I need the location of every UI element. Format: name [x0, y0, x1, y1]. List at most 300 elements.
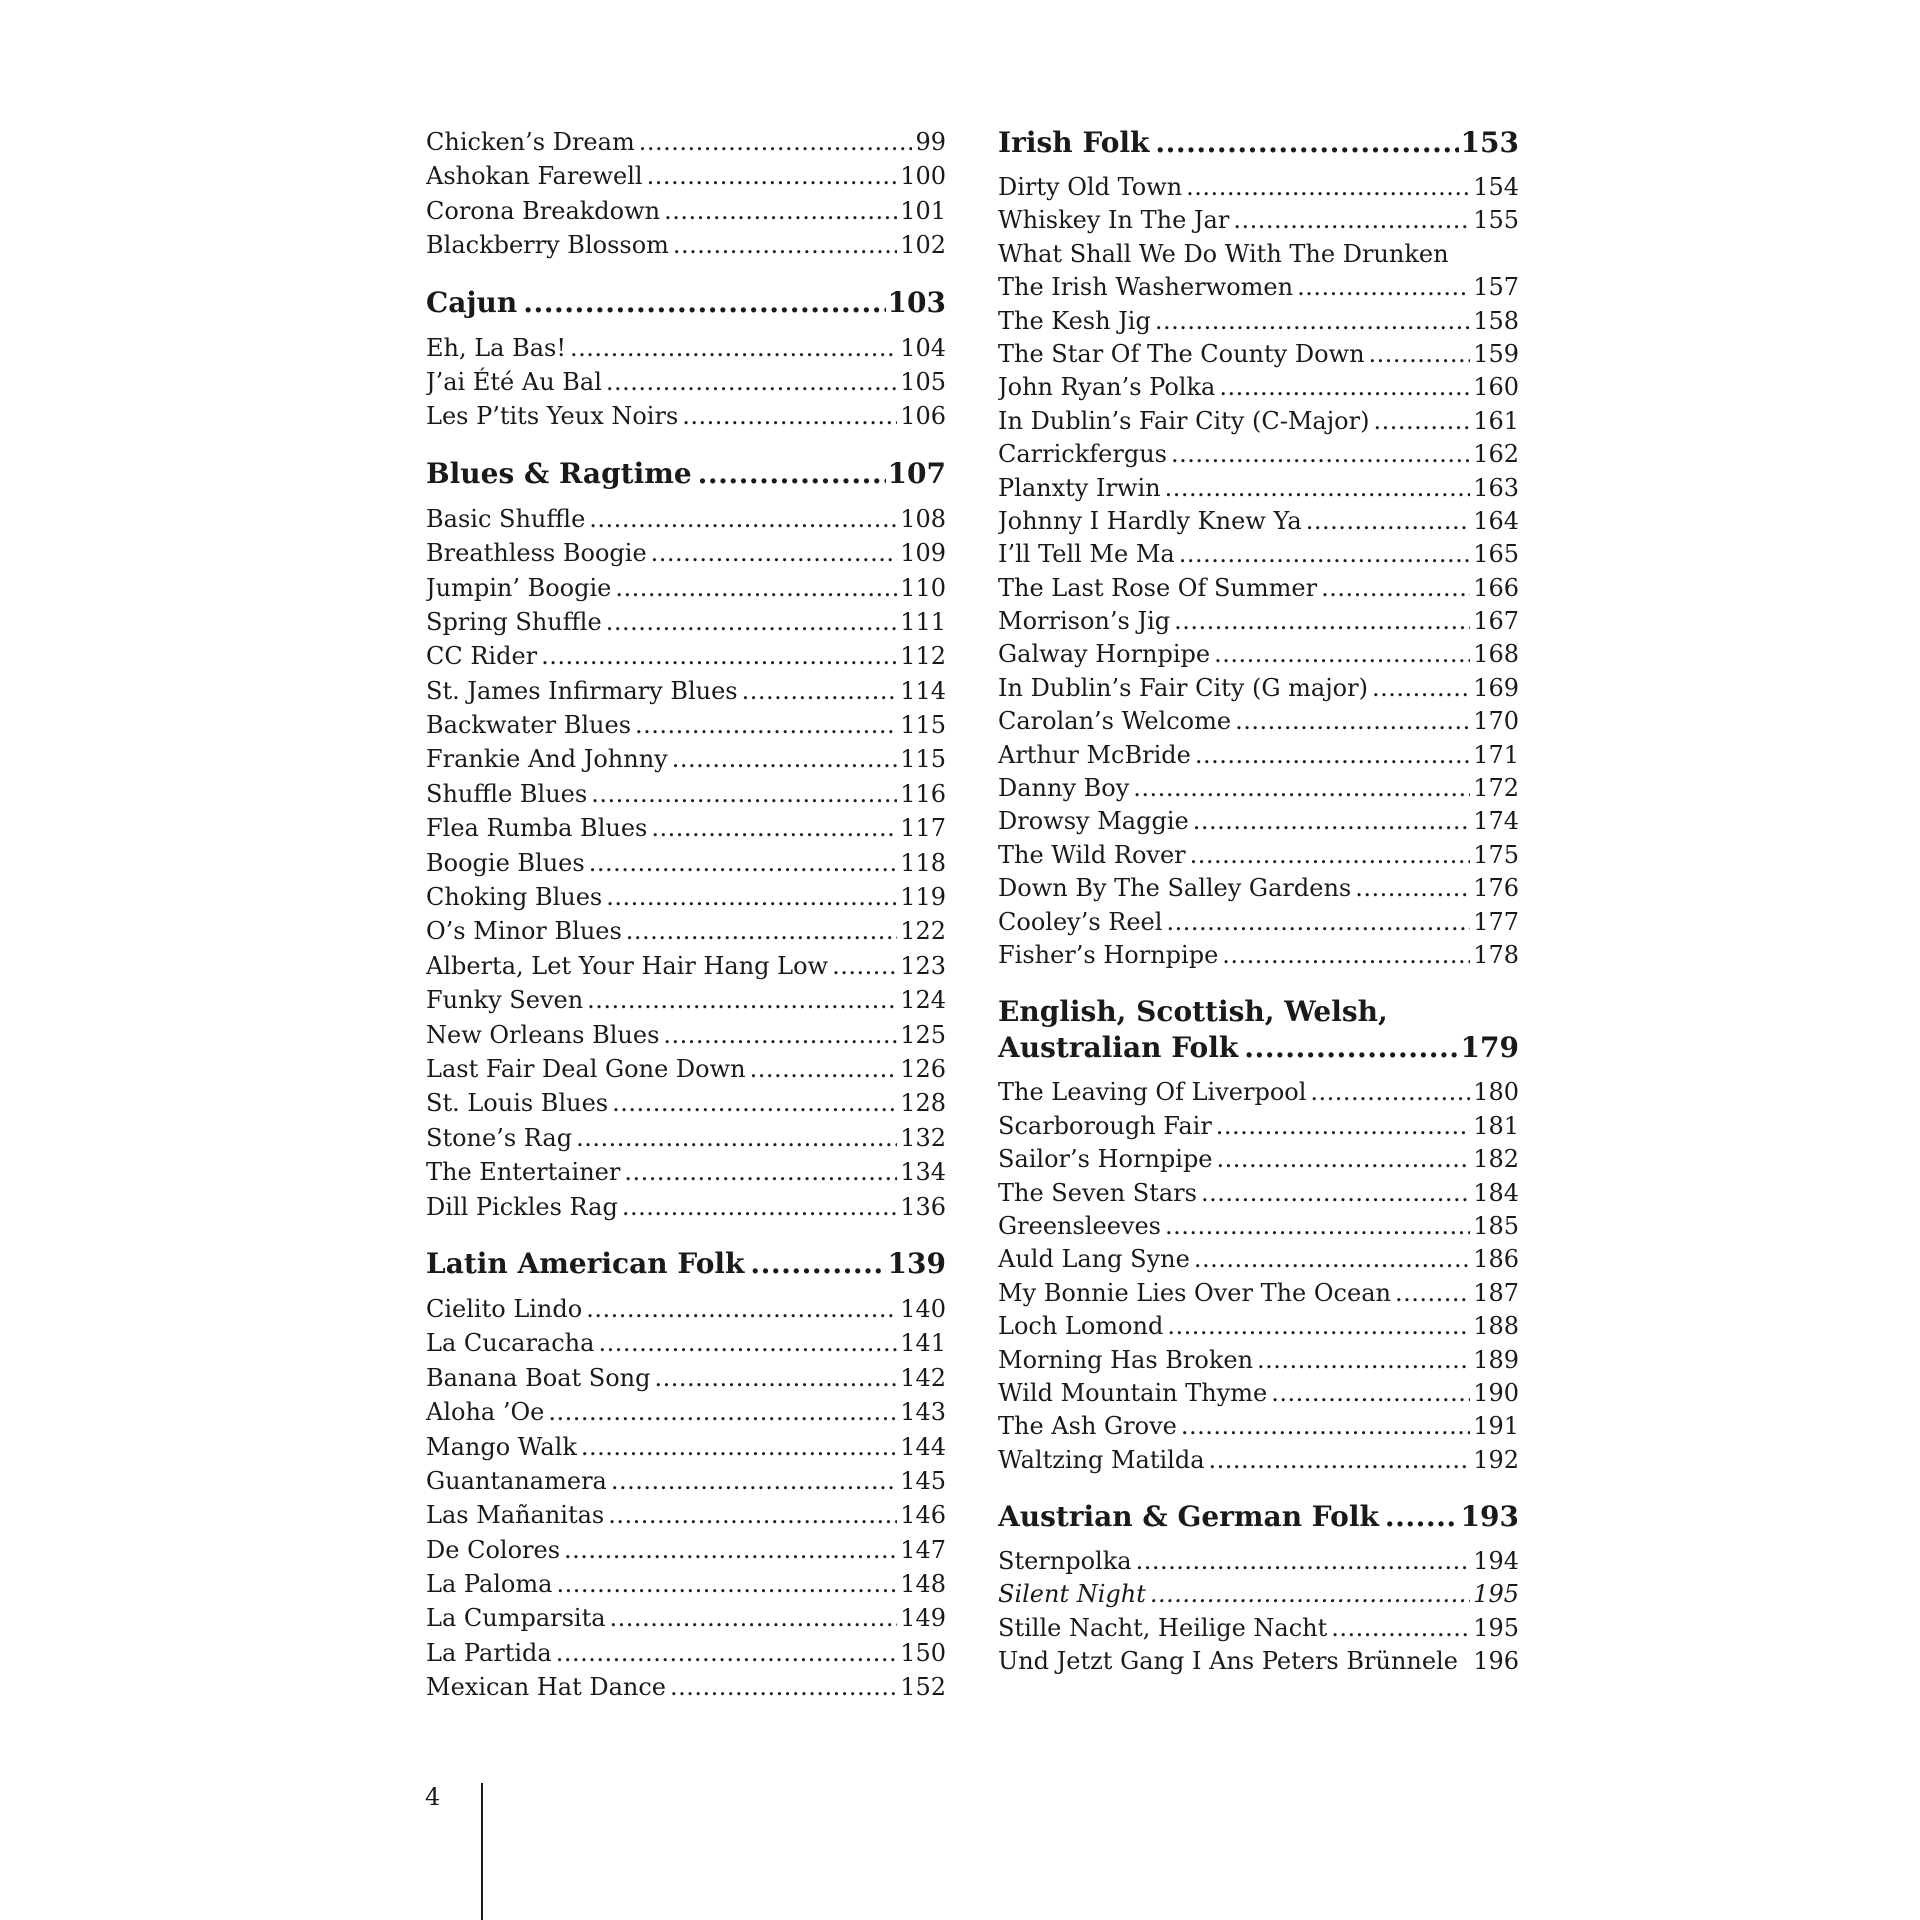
entry-page: 155 — [1473, 206, 1519, 235]
toc-entry — [998, 1612, 1519, 1645]
entry-title: New Orleans Blues — [426, 1020, 660, 1049]
entry-title: Shuffle Blues — [426, 779, 588, 808]
entry-title: Loch Lomond — [998, 1312, 1164, 1341]
entry-title: Spring Shuffle — [426, 607, 602, 636]
dot-leader — [1257, 1344, 1470, 1377]
toc-entry — [426, 159, 946, 193]
toc-entry — [426, 1292, 946, 1326]
dot-leader — [1372, 672, 1470, 705]
toc-entry — [998, 1277, 1519, 1310]
entry-page: 165 — [1473, 540, 1519, 569]
entry-page: 123 — [900, 951, 946, 980]
section-page: 193 — [1460, 1500, 1519, 1534]
toc-entry — [998, 505, 1519, 538]
entry-title: Cooley’s Reel — [998, 907, 1163, 936]
toc-entry — [998, 371, 1519, 404]
entry-page: 117 — [900, 814, 946, 843]
dot-leader — [611, 1464, 897, 1498]
toc-entry — [426, 1670, 946, 1704]
dot-leader — [1165, 472, 1471, 505]
entry-title: Dill Pickles Rag — [426, 1192, 618, 1221]
entry-title: Alberta, Let Your Hair Hang Low — [426, 951, 829, 980]
entry-title: Sailor’s Hornpipe — [998, 1145, 1213, 1174]
entry-page: 195 — [1473, 1613, 1519, 1642]
dot-leader — [1306, 505, 1470, 538]
toc-left-column — [426, 125, 946, 1705]
entry-page: 143 — [900, 1398, 946, 1427]
toc-entry — [998, 772, 1519, 805]
section-heading — [998, 1499, 1519, 1535]
dot-leader — [1155, 305, 1470, 338]
section-heading — [426, 285, 946, 321]
entry-page: 115 — [900, 711, 946, 740]
entry-page: 109 — [900, 539, 946, 568]
entry-title: Carolan’s Welcome — [998, 707, 1232, 736]
entry-title: La Paloma — [426, 1570, 553, 1599]
entry-page: 191 — [1473, 1412, 1519, 1441]
entry-page: 124 — [900, 986, 946, 1015]
entry-page: 140 — [900, 1294, 946, 1323]
dot-leader — [1310, 1076, 1470, 1109]
entry-page: 167 — [1473, 607, 1519, 636]
entry-page: 182 — [1473, 1145, 1519, 1174]
dot-leader — [651, 536, 898, 570]
toc-entry — [426, 777, 946, 811]
dot-leader — [570, 331, 897, 365]
dot-leader — [654, 1361, 897, 1395]
entry-title: The Star Of The County Down — [998, 339, 1365, 368]
toc-entry — [998, 338, 1519, 371]
toc-entry — [426, 639, 946, 673]
entry-page: 105 — [900, 367, 946, 396]
entry-title: St. James Infirmary Blues — [426, 676, 738, 705]
toc-entry — [998, 1310, 1519, 1343]
entry-title: Chicken’s Dream — [426, 128, 635, 156]
entry-page: 100 — [900, 162, 946, 191]
entry-page: 111 — [900, 607, 946, 636]
entry-title: Corona Breakdown — [426, 196, 661, 225]
dot-leader — [1167, 1310, 1470, 1343]
entry-title: The Seven Stars — [998, 1178, 1197, 1207]
entry-title: Mexican Hat Dance — [426, 1673, 666, 1702]
toc-entry — [426, 1052, 946, 1086]
entry-page: 162 — [1473, 440, 1519, 469]
dot-leader — [564, 1533, 897, 1567]
entry-page: 177 — [1473, 907, 1519, 936]
dot-leader — [663, 1018, 897, 1052]
toc-entry — [998, 638, 1519, 671]
toc-entry — [426, 1155, 946, 1189]
entry-page: 184 — [1473, 1178, 1519, 1207]
toc-entry — [998, 572, 1519, 605]
toc-entry — [426, 1430, 946, 1464]
toc-entry — [426, 502, 946, 536]
entry-title: John Ryan’s Polka — [998, 373, 1216, 402]
dot-leader — [1355, 872, 1470, 905]
toc-entry — [426, 1361, 946, 1395]
toc-entry — [998, 1177, 1519, 1210]
entry-page: 187 — [1473, 1278, 1519, 1307]
dot-leader — [589, 846, 897, 880]
dot-leader — [610, 1601, 898, 1635]
entry-page: 178 — [1473, 940, 1519, 969]
section-heading — [426, 456, 946, 492]
dot-leader — [682, 399, 897, 433]
entry-page: 160 — [1473, 373, 1519, 402]
entry-page: 104 — [900, 333, 946, 362]
entry-title: Frankie And Johnny — [426, 745, 668, 774]
dot-leader — [1321, 572, 1470, 605]
toc-entry — [998, 305, 1519, 338]
dot-leader — [615, 571, 897, 605]
section-title-line1: English, Scottish, Welsh, — [998, 995, 1388, 1029]
entry-page: 166 — [1473, 573, 1519, 602]
toc-entry — [426, 983, 946, 1017]
entry-page: 176 — [1473, 874, 1519, 903]
entry-title: My Bonnie Lies Over The Ocean — [998, 1278, 1391, 1307]
dot-leader — [635, 708, 897, 742]
entry-page: 141 — [900, 1329, 946, 1358]
entry-page: 146 — [900, 1501, 946, 1530]
entry-title: CC Rider — [426, 642, 538, 671]
entry-page: 157 — [1473, 273, 1519, 302]
entry-title: Funky Seven — [426, 986, 584, 1015]
entry-title: Boogie Blues — [426, 848, 585, 877]
entry-page: 196 — [1473, 1647, 1519, 1676]
toc-entry — [998, 238, 1519, 271]
toc-entry — [426, 399, 946, 433]
entry-page: 115 — [900, 745, 946, 774]
dot-leader — [1369, 338, 1471, 371]
toc-entry — [998, 1645, 1519, 1678]
dot-leader — [1331, 1612, 1470, 1645]
entry-title: Carrickfergus — [998, 440, 1167, 469]
entry-page: 119 — [900, 883, 946, 912]
dot-leader — [647, 159, 898, 193]
toc-entry — [426, 331, 946, 365]
dot-leader — [586, 1292, 897, 1326]
entry-title: Waltzing Matilda — [998, 1445, 1205, 1474]
section-page: 179 — [1460, 1031, 1519, 1065]
entry-title: Breathless Boogie — [426, 539, 647, 568]
section-heading — [426, 1246, 946, 1282]
entry-page: 168 — [1473, 640, 1519, 669]
entry-page: 194 — [1473, 1547, 1519, 1576]
entry-title: Danny Boy — [998, 774, 1130, 803]
entry-title: Arthur McBride — [998, 740, 1191, 769]
toc-entry — [998, 1143, 1519, 1176]
dot-leader — [581, 1430, 897, 1464]
toc-entry — [426, 1636, 946, 1670]
entry-page: 190 — [1473, 1378, 1519, 1407]
entry-page: 169 — [1473, 673, 1519, 702]
section-title: Blues & Ragtime — [426, 456, 692, 490]
entry-page: 106 — [900, 402, 946, 431]
dot-leader — [606, 605, 898, 639]
dot-leader — [1201, 1177, 1470, 1210]
dot-leader — [1209, 1444, 1471, 1477]
toc-entry — [426, 536, 946, 570]
dot-leader — [589, 502, 897, 536]
entry-title: The Wild Rover — [998, 840, 1186, 869]
dot-leader — [1216, 1110, 1470, 1143]
section-page: 153 — [1460, 126, 1519, 159]
dot-leader — [556, 1636, 897, 1670]
toc-entry — [998, 1243, 1519, 1276]
entry-page: 163 — [1473, 473, 1519, 502]
entry-page: 185 — [1473, 1211, 1519, 1240]
dot-leader — [1373, 405, 1470, 438]
entry-title: Morrison’s Jig — [998, 607, 1171, 636]
dot-leader — [1214, 638, 1470, 671]
entry-title: The Entertainer — [426, 1158, 621, 1187]
entry-title: Down By The Salley Gardens — [998, 874, 1352, 903]
dot-leader — [1181, 1410, 1470, 1443]
toc-entry — [426, 1190, 946, 1224]
toc-entry — [998, 939, 1519, 972]
entry-title: Les P’tits Yeux Noirs — [426, 402, 679, 431]
toc-entry — [998, 1545, 1519, 1578]
entry-page: 171 — [1473, 740, 1519, 769]
toc-entry — [998, 1076, 1519, 1109]
dot-leader — [591, 777, 897, 811]
entry-title: Sternpolka — [998, 1547, 1132, 1576]
dot-leader — [672, 742, 897, 776]
section-heading — [998, 125, 1519, 161]
dot-leader — [1233, 204, 1470, 237]
entry-title: Stone’s Rag — [426, 1123, 573, 1152]
dot-leader — [576, 1121, 897, 1155]
dot-leader — [624, 1155, 897, 1189]
entry-page: 148 — [900, 1570, 946, 1599]
toc-entry — [998, 1210, 1519, 1243]
dot-leader — [664, 194, 897, 228]
entry-page: 192 — [1473, 1445, 1519, 1474]
entry-page: 126 — [900, 1054, 946, 1083]
dot-leader — [742, 674, 898, 708]
dot-leader — [1271, 1377, 1470, 1410]
entry-title: Mango Walk — [426, 1432, 577, 1461]
toc-entry — [426, 1018, 946, 1052]
dot-leader — [523, 285, 885, 321]
entry-title: Jumpin’ Boogie — [426, 573, 612, 602]
dot-leader — [651, 811, 897, 845]
toc-entry — [426, 228, 946, 262]
entry-title: La Cumparsita — [426, 1604, 606, 1633]
dot-leader — [1155, 125, 1458, 161]
dot-leader — [1150, 1578, 1470, 1611]
entry-page: 108 — [900, 504, 946, 533]
toc-entry — [426, 914, 946, 948]
section-title: Austrian & German Folk — [998, 1500, 1379, 1534]
dot-leader — [622, 1190, 897, 1224]
dot-leader — [1165, 1210, 1470, 1243]
toc-entry — [426, 1533, 946, 1567]
toc-entry — [426, 880, 946, 914]
toc-entry — [998, 705, 1519, 738]
entry-title-line1: What Shall We Do With The Drunken — [998, 239, 1449, 268]
section-title: Irish Folk — [998, 126, 1150, 159]
entry-page: 125 — [900, 1020, 946, 1049]
toc-entry — [998, 1344, 1519, 1377]
dot-leader — [1385, 1499, 1459, 1535]
entry-title: Choking Blues — [426, 883, 603, 912]
entry-title: Cielito Lindo — [426, 1294, 583, 1323]
toc-entry — [998, 405, 1519, 438]
toc-entry — [998, 805, 1519, 838]
entry-title: Stille Nacht, Heilige Nacht — [998, 1613, 1328, 1642]
section-page: 107 — [887, 456, 946, 490]
entry-page: 118 — [900, 848, 946, 877]
toc-entry — [426, 708, 946, 742]
page-number: 4 — [425, 1783, 441, 1811]
entry-title: Ashokan Farewell — [426, 162, 643, 191]
dot-leader — [587, 983, 897, 1017]
entry-title: Aloha ’Oe — [426, 1398, 545, 1427]
entry-page: 99 — [915, 128, 946, 156]
margin-rule — [481, 1783, 483, 1920]
toc-entry — [426, 1086, 946, 1120]
dot-leader — [606, 365, 897, 399]
dot-leader — [1133, 772, 1470, 805]
dot-leader — [1136, 1545, 1471, 1578]
entry-page: 134 — [900, 1158, 946, 1187]
toc-entry — [998, 472, 1519, 505]
entry-title: The Leaving Of Liverpool — [998, 1078, 1307, 1107]
entry-title: Wild Mountain Thyme — [998, 1378, 1268, 1407]
toc-entry — [426, 125, 946, 159]
entry-page: 122 — [900, 917, 946, 946]
entry-title: The Irish Washerwomen — [998, 273, 1294, 302]
entry-title: Silent Night — [998, 1580, 1146, 1609]
section-heading — [998, 994, 1519, 1066]
dot-leader — [1174, 605, 1470, 638]
toc-entry — [426, 571, 946, 605]
entry-page: 174 — [1473, 807, 1519, 836]
section-page: 103 — [887, 285, 946, 319]
entry-page: 101 — [900, 196, 946, 225]
entry-page: 161 — [1473, 406, 1519, 435]
entry-page: 170 — [1473, 707, 1519, 736]
dot-leader — [1166, 906, 1470, 939]
toc-entry — [998, 672, 1519, 705]
toc-entry — [426, 1498, 946, 1532]
toc-entry — [998, 271, 1519, 304]
entry-title: La Cucaracha — [426, 1329, 595, 1358]
entry-page: 132 — [900, 1123, 946, 1152]
dot-leader — [1193, 805, 1470, 838]
entry-title: Las Mañanitas — [426, 1501, 605, 1530]
toc-entry — [426, 1464, 946, 1498]
entry-title: Dirty Old Town — [998, 173, 1183, 201]
entry-page: 116 — [900, 779, 946, 808]
section-title-line2: Australian Folk — [998, 1031, 1239, 1065]
entry-title: The Last Rose Of Summer — [998, 573, 1318, 602]
dot-leader — [1219, 371, 1470, 404]
entry-title: Banana Boat Song — [426, 1363, 651, 1392]
section-title: Latin American Folk — [426, 1246, 745, 1280]
dot-leader — [608, 1498, 897, 1532]
entry-title: Greensleeves — [998, 1211, 1161, 1240]
toc-entry — [426, 674, 946, 708]
toc-entry — [426, 1567, 946, 1601]
entry-page: 180 — [1473, 1078, 1519, 1107]
entry-title: De Colores — [426, 1535, 561, 1564]
entry-title: Scarborough Fair — [998, 1111, 1212, 1140]
entry-page: 152 — [900, 1673, 946, 1702]
toc-entry — [998, 739, 1519, 772]
dot-leader — [698, 456, 886, 492]
entry-title: Und Jetzt Gang I Ans Peters Brünnele — [998, 1647, 1458, 1676]
toc-entry — [998, 839, 1519, 872]
entry-page: 150 — [900, 1638, 946, 1667]
toc-right-column — [998, 125, 1519, 1679]
toc-entry — [998, 1377, 1519, 1410]
dot-leader — [1222, 939, 1470, 972]
entry-title: The Kesh Jig — [998, 306, 1151, 335]
entry-page: 188 — [1473, 1312, 1519, 1341]
entry-title: La Partida — [426, 1638, 552, 1667]
toc-entry — [426, 846, 946, 880]
dot-leader — [1195, 739, 1470, 772]
toc-entry — [426, 949, 946, 983]
entry-title: J’ai Été Au Bal — [426, 367, 602, 396]
dot-leader — [832, 949, 897, 983]
dot-leader — [1190, 839, 1471, 872]
entry-page: 159 — [1473, 339, 1519, 368]
dot-leader — [1179, 538, 1470, 571]
toc-entry — [998, 872, 1519, 905]
entry-title: Flea Rumba Blues — [426, 814, 648, 843]
entry-page: 164 — [1473, 506, 1519, 535]
entry-page: 195 — [1473, 1580, 1519, 1609]
entry-title: Last Fair Deal Gone Down — [426, 1054, 746, 1083]
section-page: 139 — [887, 1246, 946, 1280]
entry-title: I’ll Tell Me Ma — [998, 540, 1175, 569]
entry-page: 128 — [900, 1089, 946, 1118]
dot-leader — [1395, 1277, 1470, 1310]
dot-leader — [606, 880, 897, 914]
dot-leader — [1171, 438, 1470, 471]
entry-page: 154 — [1473, 173, 1519, 201]
entry-title: Drowsy Maggie — [998, 807, 1189, 836]
toc-entry — [426, 605, 946, 639]
entry-page: 110 — [900, 573, 946, 602]
entry-page: 112 — [900, 642, 946, 671]
entry-title: In Dublin’s Fair City (G major) — [998, 673, 1368, 702]
dot-leader — [1244, 1030, 1458, 1066]
entry-page: 186 — [1473, 1245, 1519, 1274]
toc-entry — [426, 811, 946, 845]
dot-leader — [556, 1567, 897, 1601]
entry-page: 189 — [1473, 1345, 1519, 1374]
dot-leader — [670, 1670, 897, 1704]
entry-page: 181 — [1473, 1111, 1519, 1140]
entry-title: Morning Has Broken — [998, 1345, 1254, 1374]
entry-title: Johnny I Hardly Knew Ya — [998, 506, 1302, 535]
entry-page: 114 — [900, 676, 946, 705]
dot-leader — [1217, 1143, 1471, 1176]
entry-title: The Ash Grove — [998, 1412, 1177, 1441]
dot-leader — [598, 1326, 897, 1360]
entry-page: 102 — [900, 231, 946, 260]
section-title-line2-row — [998, 1030, 1519, 1066]
dot-leader — [541, 639, 897, 673]
entry-page: 158 — [1473, 306, 1519, 335]
toc-entry — [998, 1444, 1519, 1477]
section-title: Cajun — [426, 285, 518, 319]
toc-entry — [426, 194, 946, 228]
